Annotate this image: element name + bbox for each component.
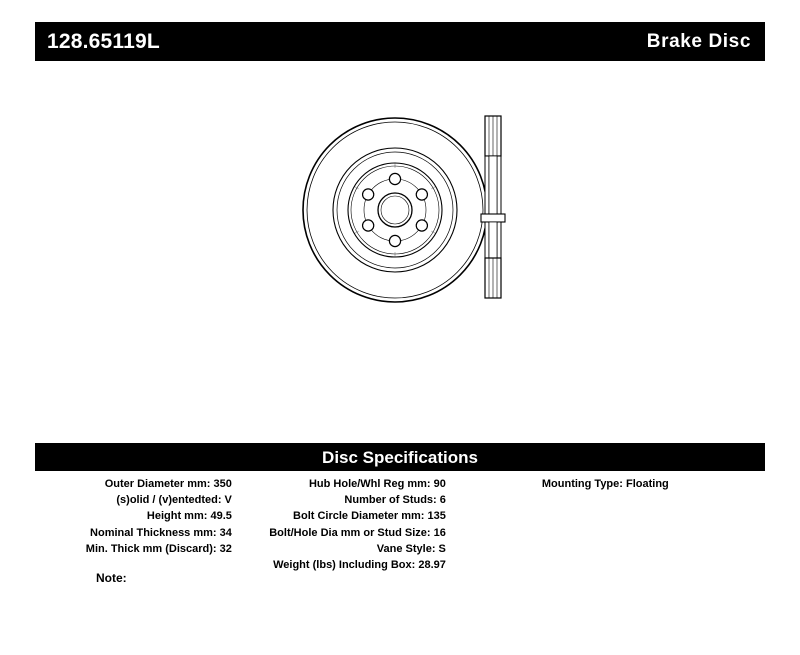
spec-item: Nominal Thickness mm: 34 [90,526,232,539]
product-type-label: Brake Disc [646,31,751,52]
spec-item: Min. Thick mm (Discard): 32 [85,542,232,555]
spec-section-title: Disc Specifications [322,447,478,467]
spec-item: Height mm: 49.5 [146,510,232,523]
spec-item: Bolt/Hole Dia mm or Stud Size: 16 [269,526,446,539]
spec-section-header [35,443,765,471]
rotor-edge-view-icon [465,108,535,308]
technical-drawing [35,70,765,430]
header-bar [35,22,765,61]
spec-column-left [35,476,236,557]
spec-item: Weight (lbs) Including Box: 28.97 [273,559,446,572]
spec-item: Hub Hole/Whl Reg mm: 90 [308,478,446,490]
spec-item: Outer Diameter mm: 350 [104,478,232,490]
note-label: Note: [96,571,127,585]
spec-item: Number of Studs: 6 [344,494,446,507]
spec-columns [35,476,765,573]
spec-column-middle [236,476,450,573]
spec-item: Vane Style: S [376,542,446,555]
part-number: 128.65119L [47,30,160,53]
spec-item: Bolt Circle Diameter mm: 135 [293,510,446,523]
spec-item: (s)olid / (v)entedted: V [116,494,232,507]
spec-item: Mounting Type: Floating [541,478,669,490]
spec-column-right [450,476,765,492]
